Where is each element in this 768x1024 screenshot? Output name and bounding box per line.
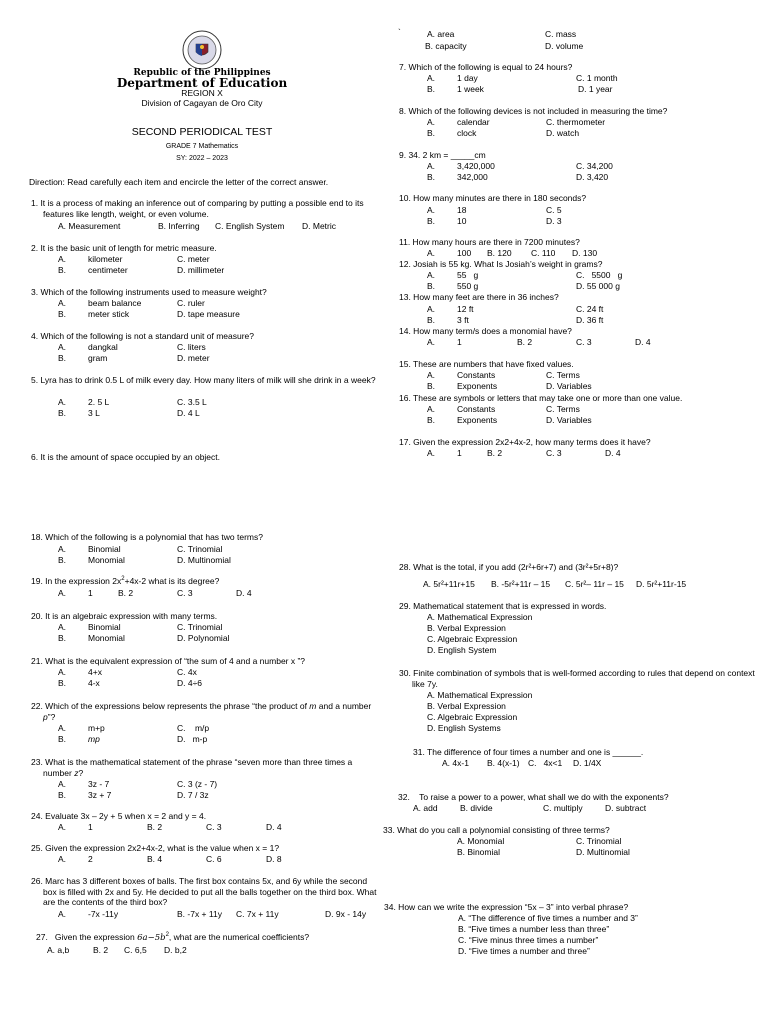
option-a-letter[interactable]: A. bbox=[427, 404, 436, 414]
option-b[interactable]: 342,000 bbox=[457, 172, 488, 182]
option-b[interactable]: Monomial bbox=[88, 555, 125, 565]
option-d[interactable]: D. 130 bbox=[572, 248, 598, 258]
option-a-letter[interactable]: A. bbox=[58, 254, 67, 264]
option-d[interactable]: D. 4 bbox=[635, 337, 651, 347]
option-d[interactable]: D. 1 year bbox=[578, 84, 613, 94]
question-text: 21. What is the equivalent expression of “the sum of 4 and a number x ”? bbox=[31, 656, 306, 666]
option-b[interactable]: meter stick bbox=[88, 309, 130, 319]
option-c[interactable]: C. Terms bbox=[546, 370, 580, 380]
option-c[interactable]: C. English System bbox=[215, 221, 285, 231]
option-d[interactable]: D. English Systems bbox=[427, 723, 501, 733]
option-a-letter[interactable]: A. bbox=[58, 622, 67, 632]
option-a[interactable]: 18 bbox=[457, 205, 467, 215]
option-a-letter[interactable]: A. bbox=[427, 205, 436, 215]
question-text: 26. Marc has 3 different boxes of balls. The first box contains 5x, and 6y while the second box is filled with 2x and 5y. He decided to put all the balls together on the third box. What are the contents of the third box? bbox=[31, 876, 377, 908]
option-b[interactable]: B. -5r²+11r – 15 bbox=[491, 579, 551, 589]
question-text-part: , what are the numerical coefficients? bbox=[168, 932, 310, 942]
option-a[interactable]: 12 ft bbox=[457, 304, 474, 314]
option-b[interactable]: B. 120 bbox=[487, 248, 512, 258]
option-d[interactable]: D. 55 000 g bbox=[576, 281, 620, 291]
option-c[interactable]: C. 110 bbox=[531, 248, 556, 258]
option-d[interactable]: D. Multinomial bbox=[576, 847, 630, 857]
option-c[interactable]: C. multiply bbox=[543, 803, 583, 813]
option-d[interactable]: D. Polynomial bbox=[177, 633, 230, 643]
option-a[interactable]: A. area bbox=[427, 29, 455, 39]
option-a-letter[interactable]: A. bbox=[58, 822, 67, 832]
option-a[interactable]: 2. 5 L bbox=[88, 397, 110, 407]
option-b-letter[interactable]: B. bbox=[58, 734, 67, 744]
option-c[interactable]: C. “Five minus three times a number” bbox=[458, 935, 599, 945]
question-text: 15. These are numbers that have fixed values. bbox=[399, 359, 574, 369]
option-a[interactable]: Constants bbox=[457, 370, 496, 380]
option-b[interactable]: B. -7x + 11y bbox=[177, 909, 222, 919]
option-c[interactable]: C. 4x<1 bbox=[528, 758, 563, 768]
option-b[interactable]: 4-x bbox=[88, 678, 100, 688]
option-d[interactable]: D. 4 bbox=[605, 448, 621, 458]
option-a[interactable]: Binomial bbox=[88, 622, 121, 632]
question-text bbox=[31, 576, 219, 587]
test-title: SECOND PERIODICAL TEST bbox=[131, 126, 273, 138]
option-d[interactable]: D. 3 bbox=[546, 216, 562, 226]
question-text bbox=[31, 757, 383, 778]
option-a-letter[interactable]: A. bbox=[427, 117, 436, 127]
option-a-letter[interactable]: A. bbox=[427, 270, 436, 280]
division-label: Division of Cagayan de Oro City bbox=[141, 98, 263, 108]
option-a[interactable]: A. 4x-1 bbox=[442, 758, 469, 768]
option-a[interactable]: kilometer bbox=[88, 254, 123, 264]
option-a[interactable]: A. “The difference of five times a number and 3” bbox=[458, 913, 638, 923]
option-b-letter[interactable]: B. bbox=[427, 315, 436, 325]
option-c[interactable]: C. meter bbox=[177, 254, 210, 264]
option-a[interactable]: -7x -11y bbox=[88, 909, 119, 919]
option-b-letter[interactable]: B. bbox=[427, 381, 436, 391]
option-b[interactable]: B. 2 bbox=[147, 822, 163, 832]
option-d[interactable]: D. subtract bbox=[605, 803, 647, 813]
question-text-part: ”? bbox=[47, 711, 56, 722]
option-b[interactable]: 550 g bbox=[457, 281, 479, 291]
question-text: 30. Finite combination of symbols that is well-formed according to rules that depend on context like 7y. bbox=[399, 668, 755, 689]
question-text: 4. Which of the following is not a standard unit of measure? bbox=[31, 331, 255, 341]
option-c[interactable]: C. 5 bbox=[546, 205, 562, 215]
option-c[interactable]: C. Trinomial bbox=[177, 544, 223, 554]
option-c[interactable]: C. 5500 g bbox=[576, 270, 623, 280]
question-text: 18. Which of the following is a polynomial that has two terms? bbox=[31, 532, 263, 542]
option-a-letter[interactable]: A. bbox=[58, 397, 67, 407]
exponent: 2 bbox=[121, 576, 125, 583]
option-d[interactable]: D. b,2 bbox=[164, 945, 187, 955]
question-text: 7. Which of the following is equal to 24 hours? bbox=[399, 62, 573, 72]
option-d[interactable]: D. tape measure bbox=[177, 309, 240, 319]
question-text: 8. Which of the following devices is not included in measuring the time? bbox=[399, 106, 668, 116]
option-a[interactable]: 4+x bbox=[88, 667, 102, 677]
variable-z: z bbox=[74, 767, 79, 778]
option-d[interactable]: D. 1/4X bbox=[573, 758, 602, 768]
option-a-letter[interactable]: A. bbox=[58, 588, 67, 598]
option-c[interactable]: C. 3.5 L bbox=[177, 397, 207, 407]
option-c[interactable]: C. 34,200 bbox=[576, 161, 613, 171]
option-d[interactable]: D. 4÷6 bbox=[177, 678, 202, 688]
option-d[interactable]: D. m-p bbox=[177, 734, 208, 744]
question-text bbox=[31, 701, 383, 722]
option-d[interactable]: D. 4 L bbox=[177, 408, 200, 418]
option-c[interactable]: C. 6,5 bbox=[124, 945, 147, 955]
option-b-letter[interactable]: B. bbox=[58, 633, 67, 643]
option-b[interactable]: 3 ft bbox=[457, 315, 469, 325]
option-b[interactable]: B. divide bbox=[460, 803, 493, 813]
question-text-part: 22. Which of the expressions below represents the phrase “the product of bbox=[31, 701, 310, 711]
option-c[interactable]: C. Trinomial bbox=[576, 836, 622, 846]
option-c[interactable]: C. 5r²– 11r – 15 bbox=[565, 579, 624, 589]
option-a[interactable]: A. Monomial bbox=[457, 836, 505, 846]
option-b[interactable]: B. 4 bbox=[147, 854, 163, 864]
option-c[interactable]: C. 24 ft bbox=[576, 304, 604, 314]
option-c[interactable]: C. 3 bbox=[546, 448, 562, 458]
option-a[interactable]: A. a,b bbox=[47, 945, 70, 955]
question-text-part: 27. Given the expression bbox=[36, 932, 138, 942]
option-b-letter[interactable]: B. bbox=[427, 281, 436, 291]
option-a[interactable]: A. Measurement bbox=[58, 221, 121, 231]
option-c[interactable]: C. 7x + 11y bbox=[236, 909, 279, 919]
variable-p: p bbox=[43, 711, 48, 722]
question-text: 5. Lyra has to drink 0.5 L of milk every day. How many liters of milk will she drink in a week? bbox=[31, 375, 376, 385]
question-text-part: 19. In the expression 2x bbox=[31, 576, 122, 586]
question-text: 11. How many hours are there in 7200 minutes? bbox=[399, 237, 580, 247]
option-d[interactable]: D. Metric bbox=[302, 221, 336, 231]
option-d[interactable]: D. volume bbox=[545, 41, 584, 51]
option-c[interactable]: C. mass bbox=[545, 29, 577, 39]
question-text: 3. Which of the following instruments used to measure weight? bbox=[31, 287, 267, 297]
option-b[interactable]: 3z + 7 bbox=[88, 790, 112, 800]
option-a-letter[interactable]: A. bbox=[58, 779, 67, 789]
option-b[interactable]: B. 2 bbox=[517, 337, 533, 347]
question-text: 29. Mathematical statement that is expressed in words. bbox=[399, 601, 607, 611]
republic-heading: Republic of the Philippines bbox=[133, 68, 271, 78]
option-b[interactable]: centimeter bbox=[88, 265, 128, 275]
question-text: 24. Evaluate 3x – 2y + 5 when x = 2 and y = 4. bbox=[31, 811, 207, 821]
option-d[interactable]: D. Variables bbox=[546, 415, 592, 425]
option-a[interactable]: beam balance bbox=[88, 298, 142, 308]
question-text: 13. How many feet are there in 36 inches? bbox=[399, 292, 559, 302]
question-text: 34. How can we write the expression “5x – 3” into verbal phrase? bbox=[384, 902, 629, 912]
option-b-letter[interactable]: B. bbox=[58, 790, 67, 800]
option-b-letter[interactable]: B. bbox=[58, 555, 67, 565]
option-d[interactable]: D. watch bbox=[546, 128, 580, 138]
department-heading: Department of Education bbox=[116, 76, 288, 90]
option-d[interactable]: D. 5r²+11r-15 bbox=[636, 579, 687, 589]
option-b[interactable]: B. Verbal Expression bbox=[427, 701, 506, 711]
option-a-letter[interactable]: A. bbox=[427, 248, 436, 258]
option-b-letter[interactable]: B. bbox=[58, 265, 67, 275]
question-text: 17. Given the expression 2x2+4x-2, how many terms does it have? bbox=[399, 437, 651, 447]
question-text: 14. How many term/s does a monomial have? bbox=[399, 326, 572, 336]
option-c[interactable]: C. 6 bbox=[206, 854, 222, 864]
question-text: 10. How many minutes are there in 180 seconds? bbox=[399, 193, 587, 203]
option-d[interactable]: D. 4 bbox=[236, 588, 252, 598]
option-c[interactable]: C. Trinomial bbox=[177, 622, 223, 632]
option-a[interactable]: Binomial bbox=[88, 544, 121, 554]
question-text: 32. To raise a power to a power, what shall we do with the exponents? bbox=[398, 792, 669, 802]
option-a[interactable]: m+p bbox=[88, 723, 105, 733]
option-b-letter[interactable]: B. bbox=[427, 415, 436, 425]
option-b-letter[interactable]: B. bbox=[427, 216, 436, 226]
question-text: 9. 34. 2 km = _____cm bbox=[399, 150, 486, 160]
option-a[interactable]: Constants bbox=[457, 404, 496, 414]
option-a[interactable]: 55 g bbox=[457, 270, 479, 280]
question-text bbox=[36, 932, 309, 944]
option-a-letter[interactable]: A. bbox=[58, 667, 67, 677]
option-b[interactable]: B. capacity bbox=[425, 41, 467, 51]
option-b-letter[interactable]: B. bbox=[58, 408, 67, 418]
question-text: 20. It is an algebraic expression with many terms. bbox=[31, 611, 218, 621]
question-text-part: and a number bbox=[316, 701, 372, 711]
option-c[interactable]: C. Algebraic Expression bbox=[427, 712, 518, 722]
option-a[interactable]: 100 bbox=[457, 248, 472, 258]
question-text: 12. Josiah is 55 kg. What Is Josiah’s weight in grams? bbox=[399, 259, 603, 269]
option-a[interactable]: 2 bbox=[88, 854, 93, 864]
option-d[interactable]: D. Multinomial bbox=[177, 555, 231, 565]
math-expression: 6a−5b bbox=[137, 933, 166, 943]
option-b[interactable]: B. 4(x-1) bbox=[487, 758, 520, 768]
option-b-letter[interactable]: B. bbox=[427, 84, 436, 94]
option-a-letter[interactable]: A. bbox=[427, 448, 436, 458]
option-b[interactable]: B. 2 bbox=[118, 588, 134, 598]
option-a[interactable]: calendar bbox=[457, 117, 490, 127]
option-a-letter[interactable]: A. bbox=[427, 73, 436, 83]
exponent: 2 bbox=[165, 932, 169, 939]
option-c[interactable]: C. thermometer bbox=[546, 117, 606, 127]
option-a[interactable]: 3z - 7 bbox=[88, 779, 110, 789]
question-text: 31. The difference of four times a number and one is ______. bbox=[413, 747, 644, 757]
option-d[interactable]: D. Variables bbox=[546, 381, 592, 391]
option-a[interactable]: dangkal bbox=[88, 342, 118, 352]
option-b[interactable]: B. Verbal Expression bbox=[427, 623, 506, 633]
school-year-label: SY: 2022 – 2023 bbox=[176, 155, 228, 162]
option-c[interactable]: C. 4x bbox=[177, 667, 197, 677]
option-d[interactable]: D. 3,420 bbox=[576, 172, 609, 182]
option-d[interactable]: D. 4 bbox=[266, 822, 282, 832]
grade-label: GRADE 7 Mathematics bbox=[165, 143, 239, 150]
option-a-letter[interactable]: A. bbox=[427, 304, 436, 314]
question-text: 1. It is a process of making an inference out of comparing by putting a possible end to its features like length, weight, or even volume. bbox=[31, 198, 364, 219]
option-d[interactable]: D. meter bbox=[177, 353, 210, 363]
option-a-letter[interactable]: A. bbox=[58, 723, 67, 733]
option-a-letter[interactable]: A. bbox=[58, 342, 67, 352]
option-d[interactable]: D. English System bbox=[427, 645, 497, 655]
option-b-letter[interactable]: B. bbox=[58, 353, 67, 363]
option-a[interactable]: A. 5r²+11r+15 bbox=[423, 579, 475, 589]
option-b[interactable]: B. Inferring bbox=[158, 221, 200, 231]
option-a[interactable]: A. add bbox=[413, 803, 438, 813]
option-c[interactable]: C. Algebraic Expression bbox=[427, 634, 518, 644]
option-b-letter[interactable]: B. bbox=[58, 678, 67, 688]
option-c[interactable]: C. m/p bbox=[177, 723, 210, 733]
option-c[interactable]: C. 3 bbox=[177, 588, 193, 598]
question-text: 33. What do you call a polynomial consisting of three terms? bbox=[383, 825, 610, 835]
question-text: 16. These are symbols or letters that may take one or more than one value. bbox=[399, 393, 683, 403]
option-b[interactable]: mp bbox=[88, 734, 100, 744]
option-a-letter[interactable]: A. bbox=[58, 544, 67, 554]
option-b[interactable]: B. “Five times a number less than three” bbox=[458, 924, 610, 934]
option-a-letter[interactable]: A. bbox=[58, 909, 67, 919]
option-a-letter[interactable]: A. bbox=[58, 854, 67, 864]
option-b[interactable]: Monomial bbox=[88, 633, 125, 643]
option-b-letter[interactable]: B. bbox=[427, 172, 436, 182]
option-d[interactable]: D. “Five times a number and three” bbox=[458, 946, 590, 956]
region-label: REGION X bbox=[181, 88, 223, 98]
option-c[interactable]: C. liters bbox=[177, 342, 206, 352]
question-6-text: 6. It is the amount of space occupied by an object. bbox=[31, 452, 221, 462]
option-b[interactable]: B. Binomial bbox=[457, 847, 500, 857]
option-c[interactable]: C. ruler bbox=[177, 298, 205, 308]
option-a-letter[interactable]: A. bbox=[58, 298, 67, 308]
variable-m: m bbox=[309, 701, 317, 711]
deped-seal-logo bbox=[182, 30, 222, 70]
option-d[interactable]: D. 8 bbox=[266, 854, 282, 864]
option-b[interactable]: Exponents bbox=[457, 415, 498, 425]
option-b[interactable]: gram bbox=[88, 353, 108, 363]
option-a[interactable]: 3,420,000 bbox=[457, 161, 495, 171]
option-b-letter[interactable]: B. bbox=[58, 309, 67, 319]
option-a[interactable]: 1 bbox=[88, 822, 93, 832]
option-a-letter[interactable]: A. bbox=[427, 161, 436, 171]
question-text-part: ? bbox=[78, 767, 84, 778]
question-text-part: +4x-2 what is its degree? bbox=[124, 576, 220, 586]
option-c[interactable]: C. 3 bbox=[576, 337, 592, 347]
option-a[interactable]: 1 day bbox=[457, 73, 478, 83]
option-c[interactable]: C. 3 (z - 7) bbox=[177, 779, 218, 789]
question-text: 28. What is the total, if you add (2r²+6r+7) and (3r²+5r+8)? bbox=[399, 562, 619, 572]
question-text-part: 23. What is the mathematical statement of the phrase “seven more than three times a number bbox=[31, 757, 353, 778]
directions: Direction: Read carefully each item and encircle the letter of the correct answer. bbox=[29, 177, 329, 187]
option-d[interactable]: D. 36 ft bbox=[576, 315, 604, 325]
option-b[interactable]: 1 week bbox=[457, 84, 484, 94]
option-a[interactable]: 1 bbox=[457, 337, 462, 347]
option-b[interactable]: B. 2 bbox=[93, 945, 109, 955]
option-d[interactable]: D. 7 / 3z bbox=[177, 790, 209, 800]
question-text: 25. Given the expression 2x2+4x-2, what is the value when x = 1? bbox=[31, 843, 280, 853]
option-b[interactable]: clock bbox=[457, 128, 477, 138]
option-a[interactable]: 1 bbox=[457, 448, 462, 458]
option-a[interactable]: 1 bbox=[88, 588, 93, 598]
option-a-letter[interactable]: A. bbox=[427, 370, 436, 380]
option-a-letter[interactable]: A. bbox=[427, 337, 436, 347]
option-c[interactable]: C. 3 bbox=[206, 822, 222, 832]
stray-mark: ` bbox=[398, 27, 401, 37]
option-d[interactable]: D. millimeter bbox=[177, 265, 225, 275]
option-b-letter[interactable]: B. bbox=[427, 128, 436, 138]
option-b[interactable]: Exponents bbox=[457, 381, 498, 391]
option-a[interactable]: A. Mathematical Expression bbox=[427, 612, 533, 622]
option-a[interactable]: A. Mathematical Expression bbox=[427, 690, 533, 700]
option-c[interactable]: C. Terms bbox=[546, 404, 580, 414]
option-d[interactable]: D. 9x - 14y bbox=[325, 909, 367, 919]
option-b[interactable]: B. 2 bbox=[487, 448, 503, 458]
option-b[interactable]: 10 bbox=[457, 216, 467, 226]
question-text: 2. It is the basic unit of length for metric measure. bbox=[31, 243, 217, 253]
option-c[interactable]: C. 1 month bbox=[576, 73, 618, 83]
option-b[interactable]: 3 L bbox=[88, 408, 100, 418]
